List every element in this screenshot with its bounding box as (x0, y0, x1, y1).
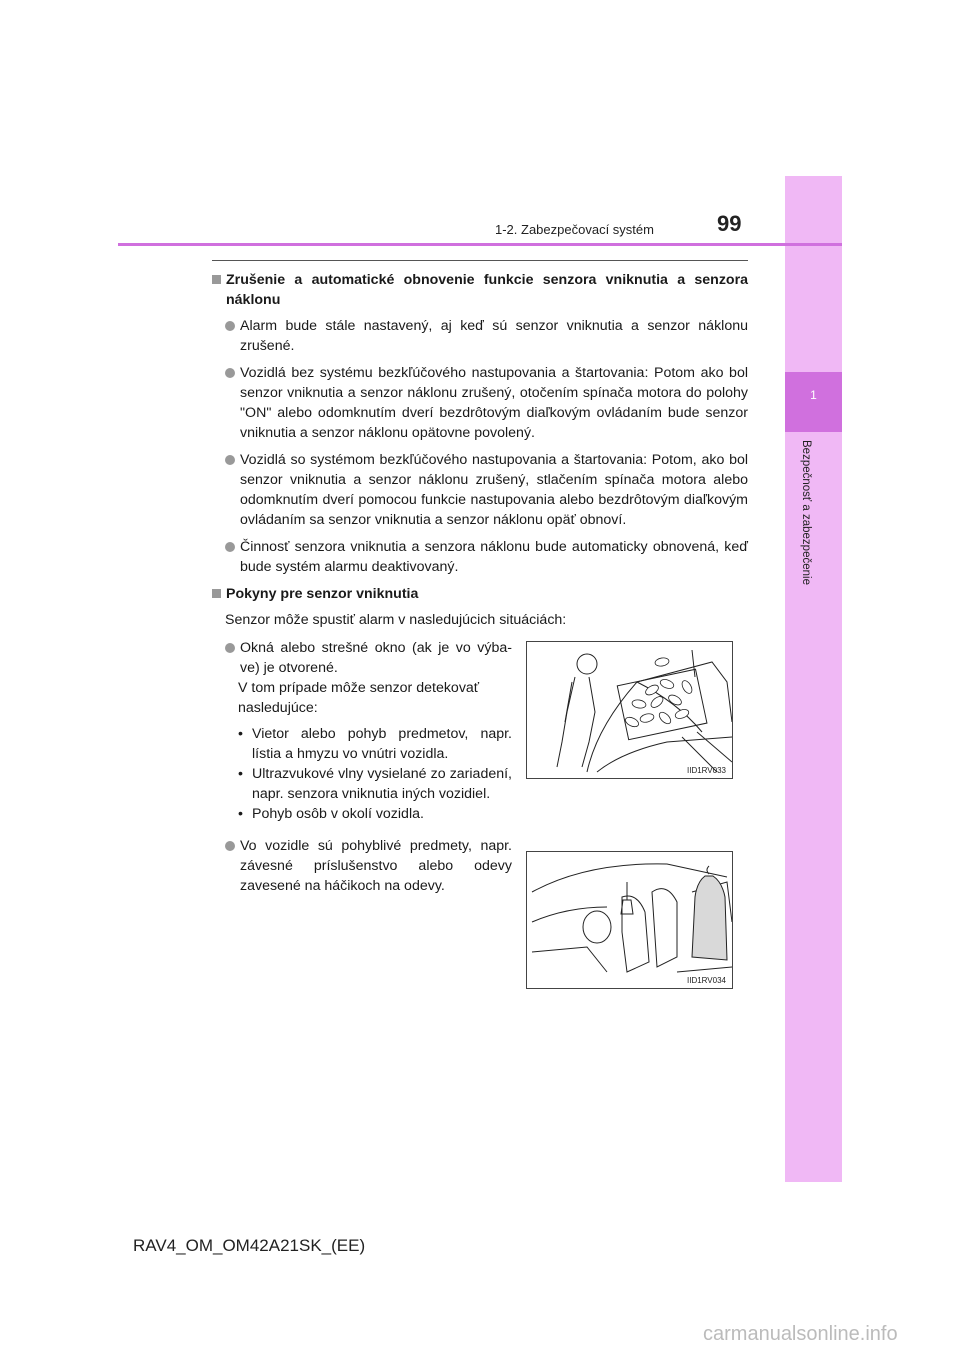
round-bullet-icon (225, 542, 235, 552)
heading-intrusion-sensor (212, 584, 748, 604)
list-item (225, 836, 512, 896)
side-tab-active (785, 372, 842, 432)
list-item (225, 316, 748, 356)
list-item (225, 638, 512, 678)
sub-item-text: Vietor alebo pohyb predmetov, napr. lístia a hmyzu vo vnútri vozidla. (252, 726, 512, 762)
square-bullet-icon (212, 275, 221, 284)
sub-item-marker: • (238, 726, 243, 742)
page-number: 99 (717, 211, 742, 236)
watermark: carmanualsonline.info (703, 1323, 898, 1345)
square-bullet-icon (212, 589, 221, 598)
list-item-text: Vozidlá bez systému bezkľúčového nastupovania a štartovania: Potom ako bol senzor vniknutia a senzor náklonu zrušený, otočením spínača motora do polohy "ON" alebo odomknutím dverí bezdrôtovým diaľkovým ovládaním bude senzor vniknutia a senzor náklonu opätovne povolený. (240, 365, 748, 441)
round-bullet-icon (225, 455, 235, 465)
heading-text: Pokyny pre senzor vniknutia (226, 586, 419, 602)
content-rule (212, 260, 748, 261)
intro-text: Senzor môže spustiť alarm v nasledujúcich situáciách: (225, 612, 567, 628)
header-rule (118, 243, 842, 246)
item-windows (212, 638, 512, 896)
heading-text: Zrušenie a automatické obnovenie funkcie senzora vniknutia a senzora náklonu (226, 272, 748, 308)
list-item-text: Okná alebo strešné okno (ak je vo výba-ve) je otvorené. (240, 640, 512, 676)
document-code: RAV4_OM_OM42A21SK_(EE) (133, 1236, 366, 1255)
section-title: 1-2. Zabezpečovací systém (495, 222, 654, 237)
car-interior-illustration (527, 852, 732, 988)
heading-cancel-restore (212, 270, 748, 310)
sub-item-marker: • (238, 766, 243, 782)
figure-code: IID1RV033 (687, 766, 726, 775)
list-item-text: Vo vozidle sú pohyblivé predmety, napr. závesné príslušenstvo alebo odevy zavesené na háčikoch na odevy. (240, 838, 512, 894)
list-item (225, 537, 748, 577)
sub-item (238, 724, 512, 764)
round-bullet-icon (225, 321, 235, 331)
sub-item (238, 804, 512, 824)
page-content (212, 270, 748, 903)
sub-item-text: Ultrazvukové vlny vysielané zo zariadení, napr. senzora vniknutia iných vozidiel. (252, 766, 512, 802)
note-text: V tom prípade môže senzor detekovať nasledujúce: (238, 680, 480, 716)
list-item-text: Vozidlá so systémom bezkľúčového nastupovania a štartovania: Potom, ako bol senzor vniknutia a senzor náklonu zrušený, stlačením spínača motora alebo odomknutím dverí pomocou funkcie nastupovania alebo bezdrôtovým diaľkovým ovládaním sa senzor vniknutia a senzor náklonu opäť obnoví. (240, 452, 748, 528)
round-bullet-icon (225, 643, 235, 653)
list-item-text: Činnosť senzora vniknutia a senzora náklonu bude automaticky obnovená, keď bude systém alarmu deaktivovaný. (240, 539, 748, 575)
figure-code: IID1RV034 (687, 976, 726, 985)
list-item-text: Alarm bude stále nastavený, aj keď sú senzor vniknutia a senzor náklonu zrušené. (240, 318, 748, 354)
sub-item (238, 764, 512, 804)
round-bullet-icon (225, 368, 235, 378)
car-roof-illustration (527, 642, 732, 778)
chapter-number: 1 (810, 388, 817, 402)
list-item (225, 363, 748, 443)
sub-item-marker: • (238, 806, 243, 822)
side-tab (785, 176, 842, 1182)
round-bullet-icon (225, 841, 235, 851)
figure-hanging-objects (526, 851, 733, 989)
figure-open-window (526, 641, 733, 779)
chapter-label: Bezpečnosť a zabezpečenie (800, 440, 812, 585)
list-item (225, 450, 748, 530)
sub-item-text: Pohyb osôb v okolí vozidla. (252, 806, 424, 822)
